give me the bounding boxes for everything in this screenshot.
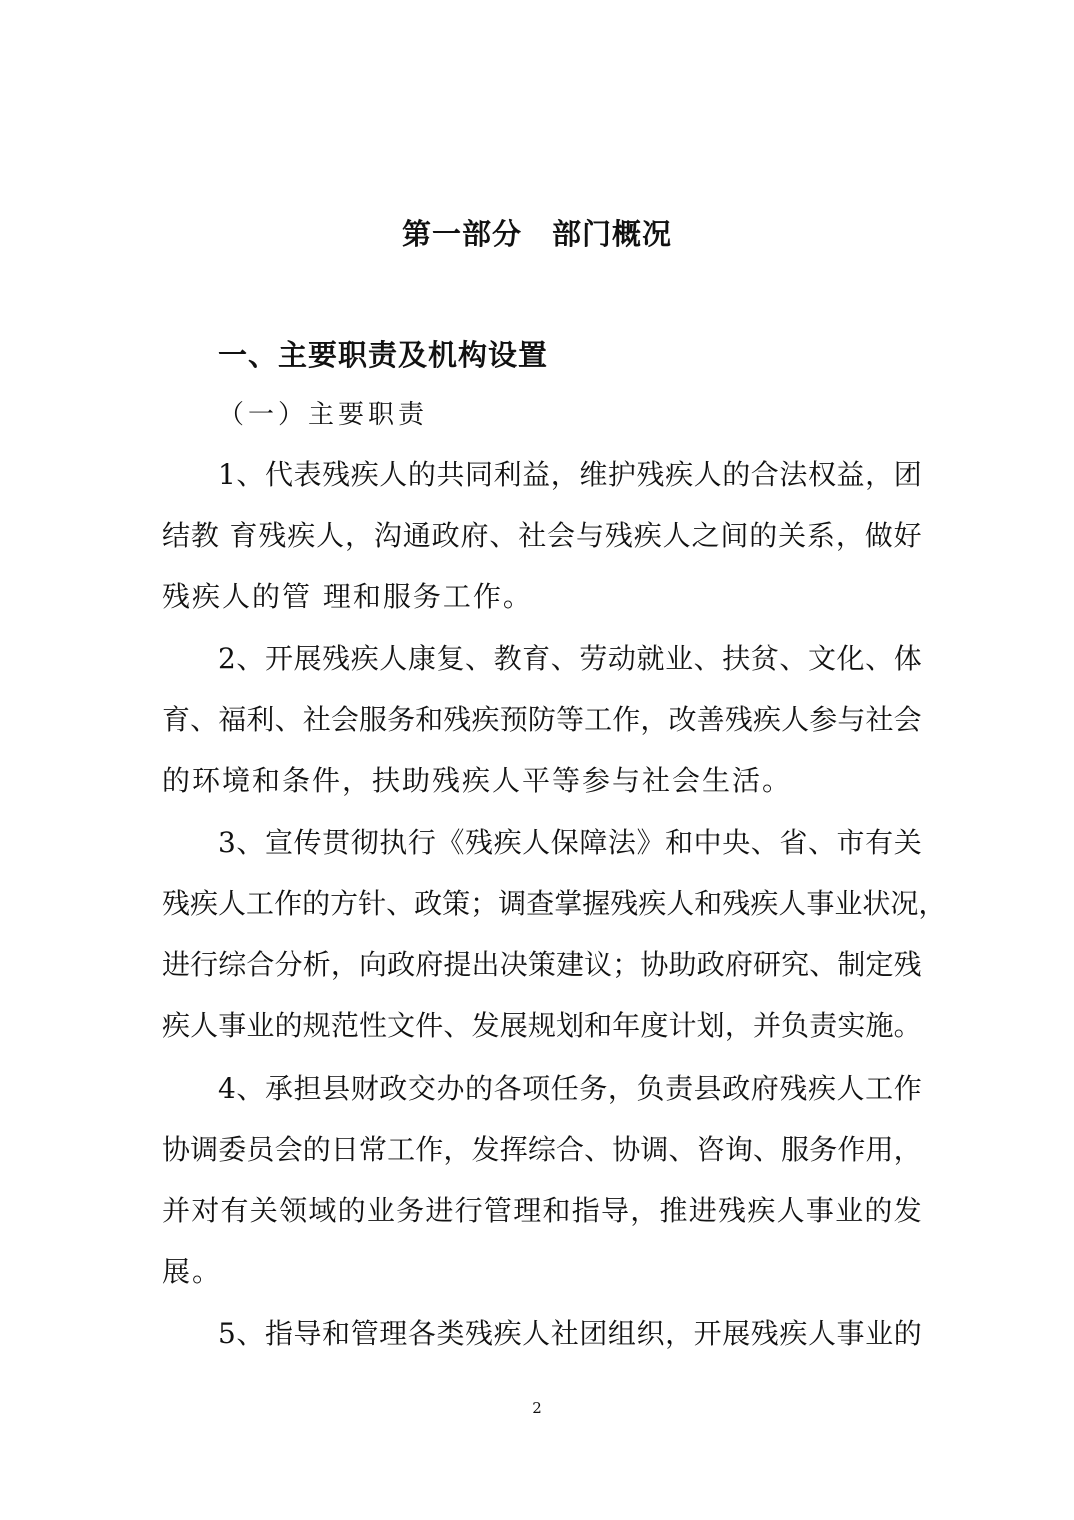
paragraph-1 bbox=[162, 444, 922, 627]
paragraph-line: 2 、 开 展 残 疾 人 康 复 、 教 育 、 劳 动 就 业 、 扶 贫 、 文 化 、 体 bbox=[218, 642, 922, 675]
paragraph-line: 残 疾 人 工 作 的 方 针 、 政 策 ； 调 查 掌 握 残 疾 人 和 残 疾 人 事 业 状 况 ， bbox=[162, 887, 947, 920]
paragraph-line: 3 、 宣 传 贯 彻 执 行 《 残 疾 人 保 障 法 》 和 中 央 、 省 、 市 有 关 bbox=[218, 826, 922, 859]
paragraph-line: 4 、 承 担 县 财 政 交 办 的 各 项 任 务 ， 负 责 县 政 府 残 疾 人 工 作 bbox=[218, 1072, 922, 1105]
paragraph-2 bbox=[162, 628, 922, 811]
section-heading: 一、主要职责及机构设置 bbox=[218, 338, 549, 372]
paragraph-line: 进 行 综 合 分 析 ， 向 政 府 提 出 决 策 建 议 ； 协 助 政 府 研 究 、 制 定 残 bbox=[162, 948, 922, 981]
page-number: 2 bbox=[532, 1399, 542, 1417]
paragraph-line: 残疾人的管 理和服务工作。 bbox=[162, 580, 533, 613]
paragraph-line: 展。 bbox=[162, 1255, 223, 1288]
section-title: 第一部分 部门概况 bbox=[401, 217, 672, 251]
paragraph-line: 5 、 指 导 和 管 理 各 类 残 疾 人 社 团 组 织 ， 开 展 残 疾 人 事 业 的 bbox=[218, 1317, 922, 1350]
paragraph-line: 协 调 委 员 会 的 日 常 工 作 ， 发 挥 综 合 、 协 调 、 咨 询 、 服 务 作 用 ， bbox=[162, 1133, 922, 1166]
paragraph-line: 疾 人 事 业 的 规 范 性 文 件 、 发 展 规 划 和 年 度 计 划 ， 并 负 责 实 施 。 bbox=[162, 1009, 922, 1042]
paragraph-line: 1 、 代 表 残 疾 人 的 共 同 利 益 ， 维 护 残 疾 人 的 合 法 权 益 ， 团 bbox=[218, 458, 922, 491]
paragraph-line: 结 教 育 残 疾 人 ， 沟 通 政 府 、 社 会 与 残 疾 人 之 间 的 关 系 ， 做 好 bbox=[162, 519, 922, 552]
paragraph-3 bbox=[162, 812, 947, 1056]
paragraph-line: 并 对 有 关 领 域 的 业 务 进 行 管 理 和 指 导 ， 推 进 残 疾 人 事 业 的 发 bbox=[162, 1194, 922, 1227]
paragraph-line: 育 、 福 利 、 社 会 服 务 和 残 疾 预 防 等 工 作 ， 改 善 残 疾 人 参 与 社 会 bbox=[162, 703, 922, 736]
subsection-heading: （一）主要职责 bbox=[218, 400, 429, 430]
paragraph-line: 的环境和条件，扶助残疾人平等参与社会生活。 bbox=[162, 764, 793, 797]
paragraph-4 bbox=[162, 1058, 922, 1302]
paragraph-5 bbox=[162, 1303, 922, 1364]
